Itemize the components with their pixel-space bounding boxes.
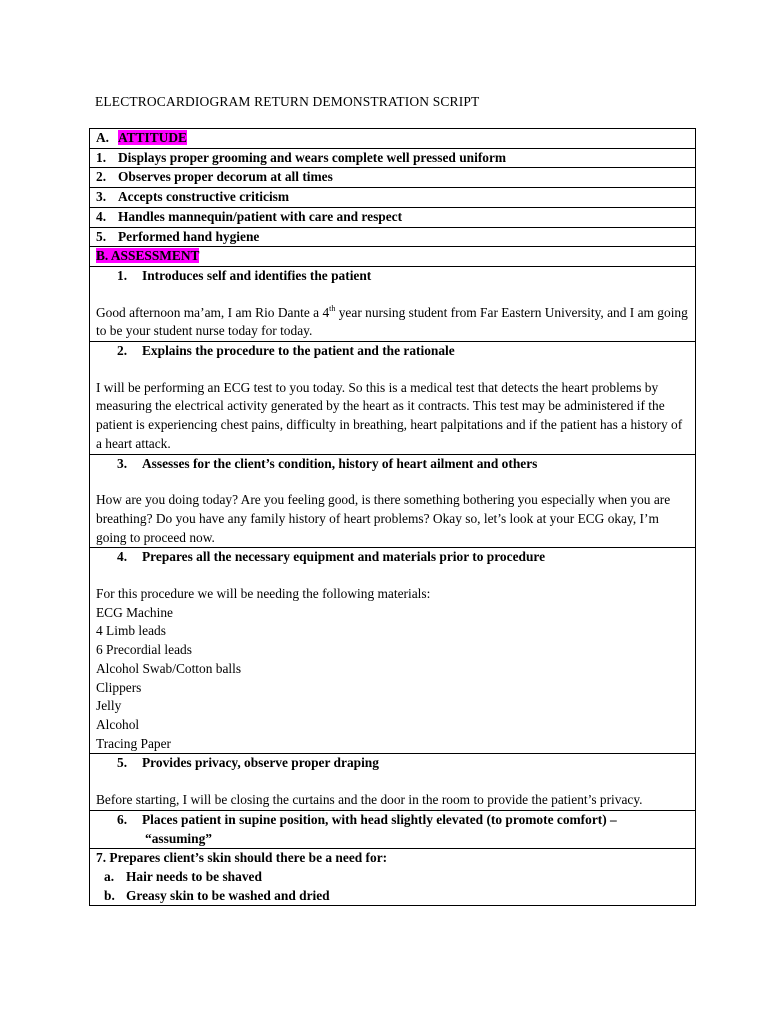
item-number: 2. [96,169,107,185]
step-cell [90,754,696,810]
item-text: Observes proper decorum at all times [118,169,333,185]
list-item: a. Hair needs to be shaved [104,868,262,884]
list-item: 6 Precordial leads [96,642,192,658]
step-heading: 3. Assesses for the client’s condition, history of heart ailment and others [117,455,538,471]
table-row [90,754,696,810]
item-text: Performed hand hygiene [118,228,260,244]
table-row [90,342,696,455]
list-item: Alcohol [96,716,140,732]
section-b-label: B. ASSESSMENT [96,248,200,264]
list-item: 4 Limb leads [96,623,166,639]
list-item: Clippers [96,679,142,695]
table-row [90,148,696,168]
section-a-header [90,129,696,149]
step-heading: 1. Introduces self and identifies the patient [117,267,372,283]
table-row [90,454,696,548]
script-table [89,128,696,906]
document-title: ELECTROCARDIOGRAM RETURN DEMONSTRATION SCRIPT [95,94,480,109]
step-heading: 4. Prepares all the necessary equipment and materials prior to procedure [117,549,546,565]
table-row [90,227,696,247]
table-row [90,188,696,208]
list-item: b. Greasy skin to be washed and dried [104,887,330,903]
step-heading: 7. Prepares client’s skin should there be a need for: [96,850,388,866]
step-cell [90,849,696,906]
item-text: Displays proper grooming and wears complete well pressed uniform [118,149,507,165]
section-b-header-row [90,247,696,267]
section-a-letter: A. [96,130,110,145]
step-cell [90,266,696,341]
list-item: Jelly [96,698,122,714]
step-heading: 5. Provides privacy, observe proper draping [117,755,379,771]
item-number: 1. [96,149,107,165]
table-row [90,548,696,754]
list-item: Alcohol Swab/Cotton balls [96,660,242,676]
step-cell [90,454,696,548]
item-text: Accepts constructive criticism [118,189,290,205]
materials-intro: For this procedure we will be needing the following materials: [96,586,431,602]
step-cell [90,810,696,848]
step-response: Before starting, I will be closing the curtains and the door in the room to provide the patient’s privacy. [96,792,643,808]
section-a-header-row [90,129,696,149]
item-number: 4. [96,208,107,224]
step-response: I will be performing an ECG test to you today. So this is a medical test that detects the heart problems by measuring the electrical activity generated by the heart as it contracts. This test may be administered if the patient is experiencing chest pains, difficulty in breathing, heart palpitations and if the patient has a history of a heart attack. [96,379,683,451]
table-row [90,849,696,906]
item-text: Handles mannequin/patient with care and respect [118,208,403,224]
table-row [90,810,696,848]
section-a-label: ATTITUDE [118,130,187,145]
table-row [90,207,696,227]
table-row [90,168,696,188]
step-response: Good afternoon ma’am, I am Rio Dante a 4th year nursing student from Far Eastern University, and I am going to be your student nurse today for today. [96,303,688,339]
item-number: 3. [96,189,107,205]
table-row [90,266,696,341]
list-item: Tracing Paper [96,735,172,751]
list-item: ECG Machine [96,604,173,620]
item-number: 5. [96,228,107,244]
step-heading: 6. Places patient in supine position, with head slightly elevated (to promote comfort) – “assuming” [117,811,617,846]
step-cell [90,548,696,754]
step-response: How are you doing today? Are you feeling good, is there something bothering you especially when you are breathing? Do you have any family history of heart problems? Okay so, let’s look at your ECG okay, I’m going to proceed now. [96,492,671,545]
step-heading: 2. Explains the procedure to the patient and the rationale [117,343,455,359]
step-cell [90,342,696,455]
